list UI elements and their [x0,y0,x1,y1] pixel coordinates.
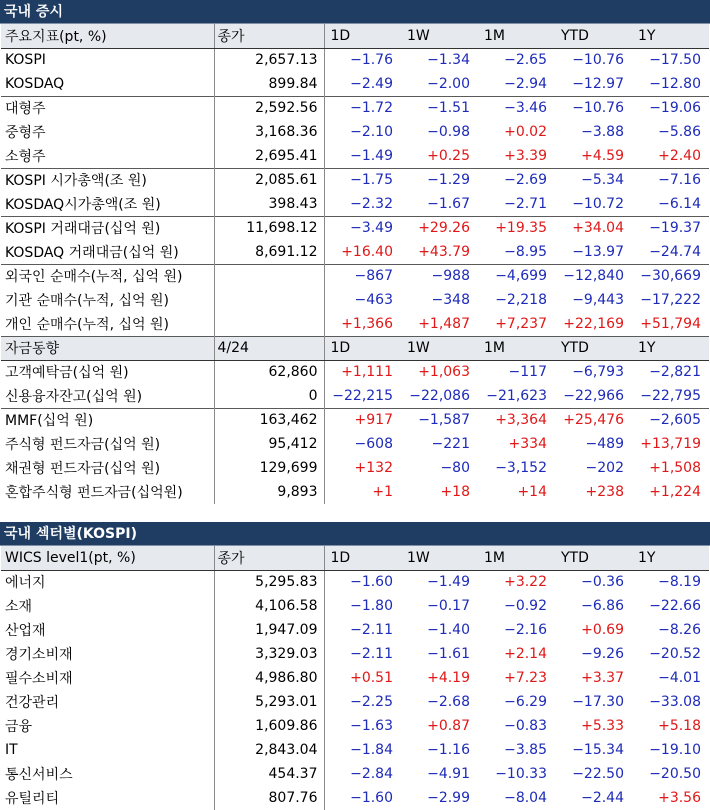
change-value: −2.11 [350,622,393,638]
change-value: −6,793 [572,364,624,381]
row-label: 경기소비재 [1,642,214,666]
close-value: 0 [214,384,324,408]
row-label: KOSPI 거래대금(십억 원) [1,216,214,240]
close-value: 4,986.80 [214,666,324,690]
change-value: −15.34 [572,742,624,758]
table-row [1,384,709,408]
row-label: 주식형 펀드자금(십억 원) [1,432,214,456]
change-value: −33.08 [649,694,701,710]
change-value: −12.97 [572,75,624,92]
table-row [1,168,709,192]
table-row [1,360,709,384]
change-value: −6.86 [581,598,624,614]
table-row [1,738,709,762]
row-label: KOSDAQ시가총액(조 원) [1,192,214,216]
change-value: −4.01 [658,670,701,686]
column-header: 1D [324,24,401,48]
change-value: −10.33 [495,766,547,782]
change-value: −30,669 [632,264,709,288]
close-value: 8,691.12 [214,240,324,264]
change-value: −202 [585,460,624,476]
row-label: 채권형 펀드자금(십억 원) [1,456,214,480]
change-value: +43.79 [418,243,470,260]
change-value: −0.83 [504,718,547,734]
change-value: +29.26 [401,216,478,240]
change-value: +3.37 [581,670,624,686]
change-value: +7,237 [495,315,547,332]
row-label: 혼합주식형 펀드자금(십억원) [1,480,214,504]
table-row [1,432,709,456]
change-value: −3.85 [504,742,547,758]
change-value: −21,623 [486,387,547,404]
header-label: 자금동향 [1,336,214,360]
change-value: −1.76 [350,52,393,69]
close-value: 3,329.03 [214,642,324,666]
table-row [1,642,709,666]
close-value: 807.76 [214,786,324,810]
row-label: 통신서비스 [1,762,214,786]
change-value: +1,111 [341,364,393,381]
change-value: −2,218 [495,292,547,308]
column-header: 1Y [632,24,709,48]
change-value: −17,222 [640,292,701,308]
table-row [1,690,709,714]
table-row [1,480,709,504]
row-label: 유틸리티 [1,786,214,810]
change-value: −3.46 [478,96,555,120]
change-value: −13.97 [572,243,624,260]
change-value: +18 [440,484,470,500]
change-value: −3.49 [324,216,401,240]
change-value: +22,169 [563,315,624,332]
column-header: 1D [324,336,401,360]
change-value: −2.94 [504,75,547,92]
change-value: −12.80 [649,75,701,92]
change-value: −2.44 [581,790,624,806]
change-value: −22,795 [640,387,701,404]
column-header: 1M [478,546,555,570]
change-value: −8.26 [658,622,701,638]
header-label: WICS level1(pt, %) [1,546,214,570]
change-value: +5.33 [581,718,624,734]
change-value: −1.60 [350,574,393,591]
header-row [1,24,709,48]
column-header: 종가 [214,24,324,48]
row-label: KOSDAQ [1,72,214,96]
change-value: −10.72 [572,195,624,212]
change-value: −867 [324,264,401,288]
close-value: 2,592.56 [214,96,324,120]
change-value: −2.00 [427,75,470,92]
close-value: 454.37 [214,762,324,786]
close-value: 129,699 [214,456,324,480]
close-value: 95,412 [214,432,324,456]
change-value: −1.51 [401,96,478,120]
change-value: −348 [431,292,470,308]
change-value: −2.25 [350,694,393,710]
change-value: +1,366 [341,315,393,332]
change-value: −20.50 [649,766,701,782]
change-value: −22,086 [409,387,470,404]
row-label: 필수소비재 [1,666,214,690]
change-value: +0.25 [427,147,470,164]
change-value: −22,215 [332,387,393,404]
close-value: 2,843.04 [214,738,324,762]
column-header: 1D [324,546,401,570]
table-row [1,144,709,168]
close-value: 9,893 [214,480,324,504]
close-value: 5,293.01 [214,690,324,714]
close-value: 899.84 [214,72,324,96]
table-row [1,618,709,642]
change-value: −12,840 [555,264,632,288]
change-value: −17.30 [572,694,624,710]
column-header: 종가 [214,546,324,570]
change-value: +334 [508,436,547,452]
change-value: −2.11 [350,646,393,662]
close-value: 398.43 [214,192,324,216]
table-row [1,288,709,312]
change-value: −7.16 [632,168,709,192]
row-label: 개인 순매수(누적, 십억 원) [1,312,214,336]
close-value: 5,295.83 [214,570,324,594]
change-value: −1.16 [427,742,470,758]
change-value: +3.39 [504,147,547,164]
change-value: −9,443 [572,292,624,308]
change-value: −6.14 [658,195,701,212]
change-value: −9.26 [581,646,624,662]
change-value: −1.40 [427,622,470,638]
change-value: −1.75 [324,168,401,192]
table-row [1,240,709,264]
change-value: −1.49 [350,147,393,164]
change-value: +4.19 [427,670,470,686]
change-value: −22.66 [649,598,701,614]
table-row [1,594,709,618]
close-value: 2,695.41 [214,144,324,168]
table-row [1,264,709,288]
change-value: −19.37 [632,216,709,240]
change-value: −8.19 [658,574,701,591]
column-header: 1M [478,24,555,48]
column-header: YTD [555,546,632,570]
change-value: −1.29 [401,168,478,192]
change-value: −3.88 [581,124,624,140]
data-table [1,24,709,504]
table-row [1,216,709,240]
change-value: −988 [401,264,478,288]
close-value: 2,657.13 [214,48,324,72]
change-value: −1.49 [427,574,470,591]
close-value: 2,085.61 [214,168,324,192]
row-label: 금융 [1,714,214,738]
change-value: +1 [372,484,393,500]
change-value: −2,605 [632,408,709,432]
change-value: −8.04 [504,790,547,806]
change-value: +238 [585,484,624,500]
section-title: 국내 증시 [0,0,710,24]
change-value: −2.84 [350,766,393,782]
change-value: −1.34 [427,52,470,69]
section-spacer [0,504,710,522]
column-header: 1W [401,546,478,570]
row-label: 건강관리 [1,690,214,714]
change-value: −1.84 [350,742,393,758]
change-value: −2.71 [504,195,547,212]
change-value: −1.63 [350,718,393,734]
row-label: IT [1,738,214,762]
close-value: 1,947.09 [214,618,324,642]
change-value: +3,364 [478,408,555,432]
change-value: −2.68 [427,694,470,710]
change-value: +0.69 [581,622,624,638]
row-label: 에너지 [1,570,214,594]
close-value [214,264,324,288]
close-value: 163,462 [214,408,324,432]
table-row [1,312,709,336]
header-label: 주요지표(pt, %) [1,24,214,48]
row-label: 산업재 [1,618,214,642]
change-value: +2.40 [658,147,701,164]
row-label: 소형주 [1,144,214,168]
change-value: −2.65 [504,52,547,69]
change-value: +13,719 [640,436,701,452]
change-value: +51,794 [640,315,701,332]
change-value: −2.10 [350,124,393,140]
close-value: 11,698.12 [214,216,324,240]
change-value: +1,508 [649,460,701,476]
change-value: +0.87 [427,718,470,734]
table-row [1,786,709,810]
change-value: +19.35 [478,216,555,240]
change-value: −2,821 [649,364,701,381]
column-header: 1Y [632,336,709,360]
table-row [1,96,709,120]
column-header: 1Y [632,546,709,570]
row-label: 소재 [1,594,214,618]
change-value: −1.61 [427,646,470,662]
change-value: −5.86 [658,124,701,140]
change-value: +3.22 [504,574,547,591]
column-header: YTD [555,336,632,360]
row-label: 외국인 순매수(누적, 십억 원) [1,264,214,288]
change-value: −0.17 [427,598,470,614]
change-value: −3,152 [495,460,547,476]
change-value: −19.06 [632,96,709,120]
table-row [1,48,709,72]
change-value: +2.14 [504,646,547,662]
row-label: 중형주 [1,120,214,144]
close-value [214,288,324,312]
column-header: 1W [401,24,478,48]
change-value: −10.76 [572,52,624,69]
close-value: 1,609.86 [214,714,324,738]
row-label: MMF(십억 원) [1,408,214,432]
change-value: −2.49 [350,75,393,92]
data-table [1,546,709,810]
table-row [1,666,709,690]
change-value: −1.60 [350,790,393,806]
row-label: KOSPI [1,48,214,72]
change-value: +5.18 [658,718,701,734]
change-value: −4.91 [427,766,470,782]
change-value: −2.99 [427,790,470,806]
close-value [214,312,324,336]
close-value: 62,860 [214,360,324,384]
header-row [1,546,709,570]
table-row [1,714,709,738]
change-value: +0.02 [504,124,547,140]
change-value: −117 [508,364,547,381]
column-header: YTD [555,24,632,48]
column-header: 1W [401,336,478,360]
table-row [1,120,709,144]
change-value: +25,476 [555,408,632,432]
change-value: −10.76 [555,96,632,120]
change-value: +34.04 [555,216,632,240]
change-value: −1.67 [427,195,470,212]
change-value: −6.29 [504,694,547,710]
change-value: +16.40 [341,243,393,260]
header-row [1,336,709,360]
close-value: 3,168.36 [214,120,324,144]
change-value: −489 [585,436,624,452]
change-value: −80 [440,460,470,476]
row-label: 신용융자잔고(십억 원) [1,384,214,408]
change-value: +3.56 [658,790,701,806]
column-header: 4/24 [214,336,324,360]
row-label: KOSDAQ 거래대금(십억 원) [1,240,214,264]
section-sector [0,522,710,810]
change-value: +7.23 [504,670,547,686]
change-value: +1,063 [418,364,470,381]
change-value: −1,587 [401,408,478,432]
row-label: 기관 순매수(누적, 십억 원) [1,288,214,312]
section-title: 국내 섹터별(KOSPI) [0,522,710,546]
change-value: +4.59 [581,147,624,164]
change-value: −4,699 [478,264,555,288]
change-value: −2.32 [350,195,393,212]
change-value: −5.34 [555,168,632,192]
column-header: 1M [478,336,555,360]
change-value: −17.50 [649,52,701,69]
change-value: +917 [324,408,401,432]
change-value: −2.69 [478,168,555,192]
change-value: −1.72 [324,96,401,120]
change-value: +0.51 [350,670,393,686]
change-value: −8.95 [504,243,547,260]
table-row [1,408,709,432]
table-row [1,456,709,480]
table-row [1,72,709,96]
change-value: −1.80 [350,598,393,614]
change-value: −221 [431,436,470,452]
close-value: 4,106.58 [214,594,324,618]
change-value: −0.92 [504,598,547,614]
change-value: −22.50 [572,766,624,782]
change-value: +14 [517,484,547,500]
row-label: KOSPI 시가총액(조 원) [1,168,214,192]
row-label: 고객예탁금(십억 원) [1,360,214,384]
change-value: −2.16 [504,622,547,638]
change-value: −19.10 [649,742,701,758]
table-row [1,192,709,216]
change-value: −0.36 [581,574,624,591]
change-value: −0.98 [427,124,470,140]
change-value: +1,224 [649,484,701,500]
change-value: −24.74 [649,243,701,260]
change-value: −463 [354,292,393,308]
change-value: −20.52 [649,646,701,662]
row-label: 대형주 [1,96,214,120]
change-value: −608 [354,436,393,452]
change-value: +1,487 [418,315,470,332]
change-value: −22,966 [563,387,624,404]
table-row [1,762,709,786]
table-row [1,570,709,594]
change-value: +132 [354,460,393,476]
